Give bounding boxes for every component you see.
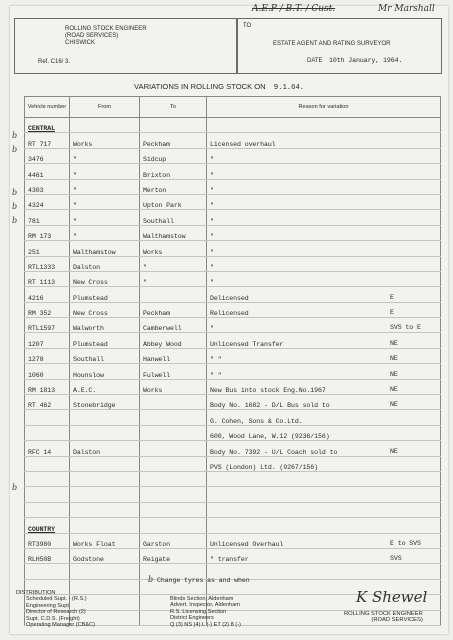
reason-cell [207, 225, 441, 240]
vehicle-number: RLH50B [25, 548, 70, 563]
reason-cell [207, 302, 441, 317]
org-line-3: CHISWICK [65, 40, 95, 46]
org-line-2: (ROAD SERVICES) [65, 33, 119, 39]
table-cell-empty [70, 487, 140, 502]
from-location: New Cross [70, 271, 140, 286]
vehicle-number [25, 425, 70, 440]
variations-table-body [25, 97, 441, 629]
table-cell-empty [140, 118, 207, 133]
reference-number: Ref. C16/ 3. [38, 59, 71, 65]
table-cell-empty [207, 118, 441, 133]
from-location: " [70, 194, 140, 209]
reason-text: " [210, 202, 214, 210]
vehicle-number: 4324 [25, 194, 70, 209]
vehicle-number: RT3980 [25, 533, 70, 548]
reason-cell [207, 348, 441, 363]
to-location: Works [140, 241, 207, 256]
signature-title: ROLLING STOCK ENGINEER [344, 611, 423, 617]
to-location: Southall [140, 210, 207, 225]
table-row [25, 318, 441, 333]
table-row [25, 364, 441, 379]
table-cell-empty [25, 487, 70, 502]
table-cell-empty [25, 564, 70, 579]
tick-mark: b [12, 145, 18, 154]
table-row [25, 271, 441, 286]
reason-text: Body No. 1682 - D/L Bus sold to [210, 402, 330, 410]
table-row [25, 287, 441, 302]
footer-note-text: Change tyres as and when [157, 577, 250, 584]
to-location: Peckham [140, 302, 207, 317]
table-row [25, 164, 441, 179]
from-location: " [70, 210, 140, 225]
distribution-col-2 [170, 596, 241, 628]
to-location: Garston [140, 533, 207, 548]
table-row [25, 395, 441, 410]
from-location [70, 425, 140, 440]
from-location: " [70, 179, 140, 194]
distribution-item: Scheduled Supt. - (R.S.) [26, 596, 87, 603]
to-location [140, 425, 207, 440]
classification-note: E [390, 293, 394, 301]
vehicle-number: RTL1333 [25, 256, 70, 271]
vehicle-number: 251 [25, 241, 70, 256]
classification-note: E to SVS [390, 539, 421, 547]
distribution-block [16, 590, 95, 628]
vehicle-number: 4461 [25, 164, 70, 179]
vehicle-number: RFC 14 [25, 441, 70, 456]
to-location: " [140, 271, 207, 286]
from-location: " [70, 225, 140, 240]
recipient-name: ESTATE AGENT AND RATING SURVEYOR [273, 41, 391, 47]
tick-mark: b [12, 483, 18, 492]
to-location: " [140, 256, 207, 271]
to-location: Peckham [140, 133, 207, 148]
reason-cell [207, 533, 441, 548]
footer-note [148, 575, 250, 584]
table-row-empty [25, 471, 441, 486]
reason-text: " " [210, 356, 222, 364]
table-row [25, 379, 441, 394]
from-location: Hounslow [70, 364, 140, 379]
reason-text: " [210, 217, 214, 225]
classification-note: SVS [390, 555, 402, 563]
distribution-col-1 [16, 596, 95, 628]
reason-text: " transfer [210, 556, 249, 564]
reason-cell [207, 179, 441, 194]
distribution-item: R.S. Licensing Section [170, 608, 227, 615]
handwritten-recipient-scribble: A.E.P / B.T. / Cust. [252, 4, 336, 14]
from-location: " [70, 164, 140, 179]
section-header-row [25, 118, 441, 133]
from-location: Plumstead [70, 333, 140, 348]
reason-text: 600, Wood Lane, W.12 (9236/156) [210, 433, 330, 441]
vehicle-number: 1278 [25, 348, 70, 363]
reason-text: " [210, 171, 214, 179]
table-cell-empty [207, 487, 441, 502]
to-location [140, 287, 207, 302]
tick-mark: b [12, 202, 18, 211]
reason-cell [207, 287, 441, 302]
reason-cell [207, 271, 441, 286]
from-location: Walthamstow [70, 241, 140, 256]
reason-cell [207, 548, 441, 563]
to-location: Upton Park [140, 194, 207, 209]
reason-text: Licensed overhaul [210, 140, 276, 148]
from-location: Plumstead [70, 287, 140, 302]
classification-note: NE [390, 339, 398, 347]
section-header-row [25, 518, 441, 533]
from-location [70, 410, 140, 425]
to-location: Fulwell [140, 364, 207, 379]
reason-cell [207, 425, 441, 440]
table-cell-empty [207, 502, 441, 517]
table-cell-empty [207, 518, 441, 533]
reason-cell [207, 256, 441, 271]
from-location: Walworth [70, 318, 140, 333]
vehicle-number [25, 410, 70, 425]
to-location [140, 395, 207, 410]
col-header-from: From [70, 97, 140, 118]
from-location: " [70, 148, 140, 163]
reason-text: Body No. 7392 - U/L Coach sold to [210, 448, 338, 456]
table-row [25, 210, 441, 225]
vehicle-number: 4303 [25, 179, 70, 194]
col-header-to: To [140, 97, 207, 118]
reason-cell [207, 410, 441, 425]
vehicle-number: 1060 [25, 364, 70, 379]
table-row-empty [25, 487, 441, 502]
table-cell-empty [70, 502, 140, 517]
table-row [25, 441, 441, 456]
sender-box [14, 18, 238, 74]
vehicle-number: RT 462 [25, 395, 70, 410]
table-row [25, 548, 441, 563]
distribution-item: Director of Research (2) [26, 609, 86, 616]
from-location: Southall [70, 348, 140, 363]
classification-note: SVS to E [390, 324, 421, 332]
distribution-item: Supt. C.D.S. (Freight) [26, 615, 80, 622]
signature: K Shewel [356, 588, 428, 606]
table-row [25, 241, 441, 256]
vehicle-number: RM 173 [25, 225, 70, 240]
reason-cell [207, 333, 441, 348]
to-location: Brixton [140, 164, 207, 179]
tick-mark: b [12, 216, 18, 225]
vehicle-number: RM 352 [25, 302, 70, 317]
to-location: Abbey Wood [140, 333, 207, 348]
reason-text: G. Cohen, Sons & Co.Ltd. [210, 417, 303, 425]
vehicle-number: RT 1113 [25, 271, 70, 286]
classification-note: NE [390, 447, 398, 455]
page-title [134, 82, 304, 92]
signature-block [344, 611, 423, 623]
distribution-title: DISTRIBUTION [16, 590, 56, 596]
reason-text: " [210, 233, 214, 241]
col-header-reason: Reason for variation [207, 97, 441, 118]
classification-note: NE [390, 401, 398, 409]
classification-note: E [390, 309, 394, 317]
table-row [25, 133, 441, 148]
reason-text: New Bus into stock Eng.No.1967 [210, 387, 326, 395]
reason-cell [207, 441, 441, 456]
vehicle-number: 3476 [25, 148, 70, 163]
vehicle-number: 4216 [25, 287, 70, 302]
reason-cell [207, 133, 441, 148]
vehicle-number [25, 456, 70, 471]
reason-cell [207, 148, 441, 163]
to-location: Hanwell [140, 348, 207, 363]
from-location: A.E.C. [70, 379, 140, 394]
from-location: New Cross [70, 302, 140, 317]
table-cell-empty [140, 518, 207, 533]
title-date: 9.1.64. [273, 84, 305, 92]
reason-cell [207, 318, 441, 333]
table-cell-empty [25, 502, 70, 517]
distribution-item: Engineering Supt. [26, 602, 71, 609]
table-row [25, 410, 441, 425]
to-location: Camberwell [140, 318, 207, 333]
reason-cell [207, 364, 441, 379]
from-location: Stonebridge [70, 395, 140, 410]
recipient-box [236, 18, 442, 74]
reason-text: Unlicensed Overhaul [210, 540, 284, 548]
reason-text: Delicensed [210, 294, 249, 302]
to-location: Sidcup [140, 148, 207, 163]
classification-note: NE [390, 370, 398, 378]
table-row [25, 225, 441, 240]
table-row [25, 148, 441, 163]
vehicle-number: 781 [25, 210, 70, 225]
section-title: COUNTRY [25, 518, 70, 533]
from-location [70, 456, 140, 471]
reason-text: " [210, 248, 214, 256]
distribution-item: Operating Manager (CB&C) [26, 622, 96, 629]
table-row [25, 348, 441, 363]
to-location: Reigate [140, 548, 207, 563]
to-label: TO [243, 23, 252, 29]
reason-text: " [210, 279, 214, 287]
handwritten-recipient: Mr Marshall [378, 4, 435, 14]
to-location [140, 441, 207, 456]
from-location: Works [70, 133, 140, 148]
section-title: CENTRAL [25, 118, 70, 133]
reason-cell [207, 164, 441, 179]
org-line-1: ROLLING STOCK ENGINEER [65, 26, 147, 32]
date-label: DATE [307, 58, 323, 64]
col-header-vehicle: Vehicle number [25, 97, 70, 118]
from-location: Dalston [70, 256, 140, 271]
vehicle-number: RTL1597 [25, 318, 70, 333]
table-row [25, 179, 441, 194]
reason-cell [207, 379, 441, 394]
tick-mark: b [12, 188, 18, 197]
tick-icon: b [148, 575, 154, 584]
distribution-item: Q (3) NS (4) L (-) ET (2) 8 (-) [170, 621, 241, 628]
table-row [25, 533, 441, 548]
table-cell-empty [70, 118, 140, 133]
table-header-row [25, 97, 441, 118]
table-row [25, 256, 441, 271]
reason-cell [207, 194, 441, 209]
reason-text: " [210, 186, 214, 194]
table-row-empty [25, 502, 441, 517]
table-cell-empty [70, 518, 140, 533]
variations-table [24, 96, 441, 629]
table-cell-empty [70, 471, 140, 486]
vehicle-number: 1207 [25, 333, 70, 348]
classification-note: NE [390, 355, 398, 363]
distribution-item: Advert. Inspector, Aldenham [170, 602, 240, 609]
reason-text: PVS (London) Ltd. (9267/156) [210, 463, 318, 471]
table-cell-empty [70, 564, 140, 579]
to-location: Merton [140, 179, 207, 194]
distribution-item: Blinds Section, Aldenham [170, 596, 234, 602]
to-location [140, 410, 207, 425]
reason-text: " [210, 263, 214, 271]
table-row [25, 456, 441, 471]
table-cell-empty [140, 502, 207, 517]
table-cell-empty [207, 471, 441, 486]
table-row [25, 194, 441, 209]
vehicle-number: RM 1813 [25, 379, 70, 394]
to-location: Works [140, 379, 207, 394]
tick-mark: b [12, 131, 18, 140]
reason-cell [207, 395, 441, 410]
table-cell-empty [140, 487, 207, 502]
table-row [25, 333, 441, 348]
reason-cell [207, 241, 441, 256]
table-cell-empty [140, 471, 207, 486]
from-location: Works Float [70, 533, 140, 548]
classification-note: NE [390, 386, 398, 394]
reason-cell [207, 210, 441, 225]
reason-text: Relicensed [210, 310, 249, 318]
distribution-item: District Engineers [170, 615, 214, 622]
reason-text: " [210, 156, 214, 164]
date-value: 10th January, 1964. [329, 57, 403, 64]
from-location: Dalston [70, 441, 140, 456]
table-row [25, 302, 441, 317]
vehicle-number: RT 717 [25, 133, 70, 148]
reason-text: " [210, 325, 214, 333]
reason-cell [207, 456, 441, 471]
to-location [140, 456, 207, 471]
signature-subtitle: (ROAD SERVICES) [371, 617, 423, 623]
title-text: VARIATIONS IN ROLLING STOCK ON [134, 82, 266, 91]
to-location: Walthamstow [140, 225, 207, 240]
reason-text: " " [210, 371, 222, 379]
from-location: Godstone [70, 548, 140, 563]
table-cell-empty [25, 471, 70, 486]
reason-text: Unlicensed Transfer [210, 340, 284, 348]
table-row [25, 425, 441, 440]
